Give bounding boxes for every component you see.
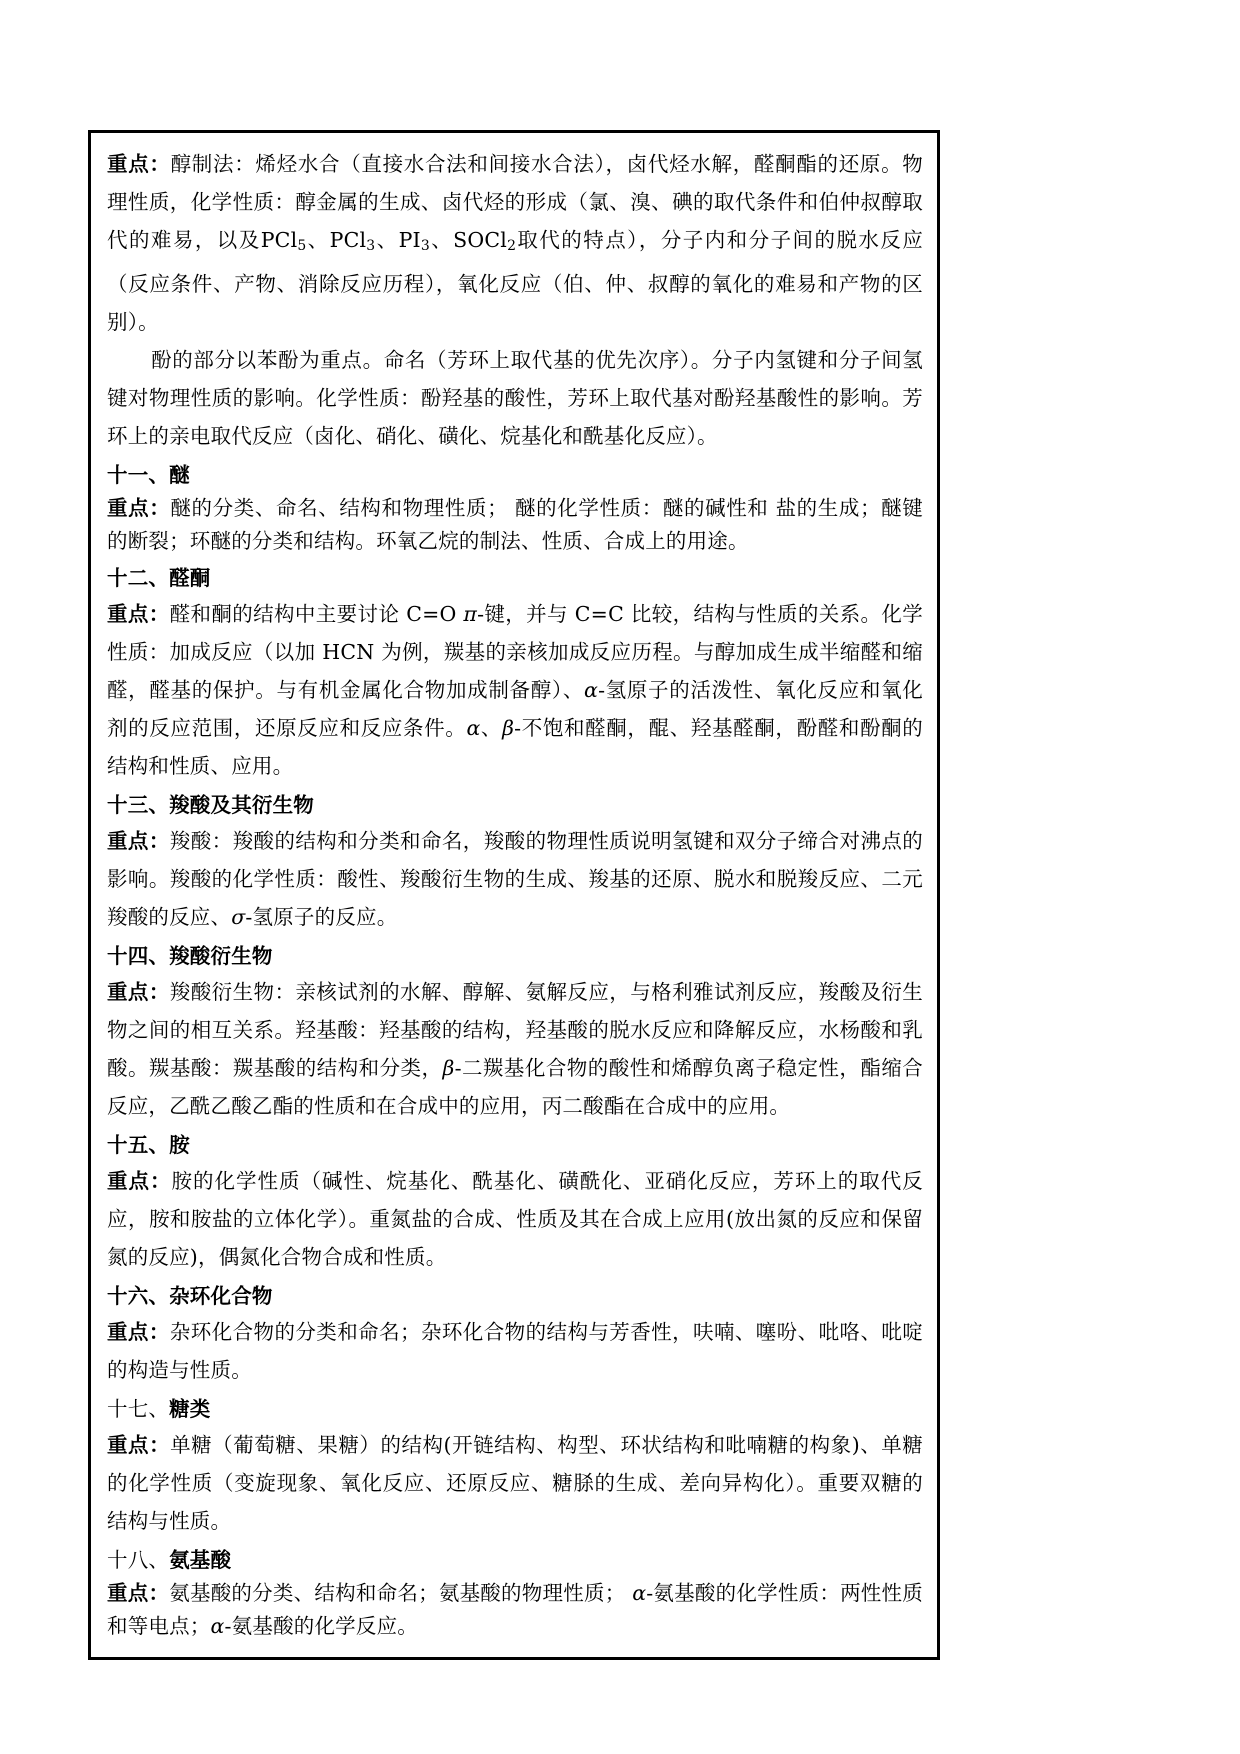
greek-alpha-12a: α: [584, 678, 599, 703]
greek-sigma-13: σ: [231, 905, 246, 930]
section-body-18-p3: -氨基酸的化学反应。: [224, 1614, 418, 1639]
section-heading-13: [107, 788, 923, 822]
key-label-13: 重点：: [107, 829, 170, 854]
greek-beta-12: β: [502, 716, 515, 741]
phenol-paragraph: 酚的部分以苯酚为重点。命名（芳环上取代基的优先次序）。分子内氢键和分子间氢键对物理性质的影响。化学性质：酚羟基的酸性，芳环上取代基对酚羟基酸性的影响。芳环上的亲电取代反应（卤化、硝化、磺化、烷基化和酰基化反应）。: [107, 348, 923, 449]
section-body-13-p1: 羧酸：羧酸的结构和分类和命名，羧酸的物理性质说明氢键和双分子缔合对沸点的影响。羧酸的化学性质：酸性、羧酸衍生物的生成、羧基的还原、脱水和脱羧反应、二元羧酸的反应、: [107, 829, 923, 930]
section-name-11: 醚: [169, 463, 190, 488]
formula-pi3-base: PI: [398, 228, 421, 252]
formula-pi3: [398, 228, 430, 255]
formula-pcl5-base: PCl: [260, 228, 298, 252]
section-heading-18: [107, 1543, 923, 1577]
section-ordinal-12: 十二、: [107, 566, 170, 591]
key-label-12: 重点：: [107, 602, 170, 627]
section-name-17: 糖类: [169, 1397, 211, 1422]
section-heading-12: [107, 561, 923, 595]
section-body-14: [107, 973, 923, 1125]
section-body-11: [107, 492, 923, 558]
greek-pi-12: π: [463, 602, 478, 627]
alcohol-key-paragraph: [107, 145, 923, 341]
section-body-13: [107, 822, 923, 936]
formula-pcl3-sub: 3: [366, 238, 376, 255]
section-body-18: [107, 1577, 923, 1643]
section-body-18-p2: -氨基酸的化学性质：两性性质和等电点；: [107, 1581, 923, 1639]
section-name-18: 氨基酸: [169, 1548, 232, 1573]
section-body-text-15: 胺的化学性质（碱性、烷基化、酰基化、磺酰化、亚硝化反应，芳环上的取代反应，胺和胺盐的立体化学）。重氮盐的合成、性质及其在合成上应用(放出氮的反应和保留氮的反应)，偶氮化合物合成和性质。: [107, 1169, 923, 1270]
section-ordinal-11: 十一、: [107, 463, 170, 488]
section-ordinal-15: 十五、: [107, 1133, 170, 1158]
section-body-14-p1: 羧酸衍生物：亲核试剂的水解、醇解、氨解反应，与格利雅试剂反应，羧酸及衍生物之间的相互关系。羟基酸：羟基酸的结构，羟基酸的脱水反应和降解反应，水杨酸和乳酸。羰基酸：羰基酸的结构和分类，: [107, 980, 923, 1081]
section-ordinal-13: 十三、: [107, 793, 170, 818]
formula-socl2: [453, 228, 517, 255]
key-label-alcohol: 重点：: [107, 152, 171, 176]
section-name-15: 胺: [169, 1133, 190, 1158]
key-label-18: 重点：: [107, 1581, 170, 1606]
section-name-16: 杂环化合物: [169, 1284, 273, 1309]
section-heading-17: [107, 1392, 923, 1426]
section-body-12-p4: 、: [480, 716, 503, 741]
section-heading-15: [107, 1128, 923, 1162]
section-name-13: 羧酸及其衍生物: [169, 793, 315, 818]
formula-pcl3-base: PCl: [329, 228, 367, 252]
section-body-14-p2: -二羰基化合物的酸性和烯醇负离子稳定性，酯缩合反应，乙酰乙酸乙酯的性质和在合成中的应用，丙二酸酯在合成中的应用。: [107, 1056, 923, 1119]
key-label-16: 重点：: [107, 1320, 170, 1345]
section-name-14: 羧酸衍生物: [169, 944, 273, 969]
key-label-15: 重点：: [107, 1169, 172, 1194]
section-body-text-17: 单糖（葡萄糖、果糖）的结构(开链结构、构型、环状结构和吡喃糖的构象)、单糖的化学性质（变旋现象、氧化反应、还原反应、糖脎的生成、差向异构化）。重要双糖的结构与性质。: [107, 1433, 923, 1534]
section-heading-11: [107, 458, 923, 492]
section-name-12: 醛酮: [169, 566, 211, 591]
section-heading-16: [107, 1279, 923, 1313]
section-body-12-p3: -氢原子的活泼性、氧化反应和氧化剂的反应范围，还原反应和反应条件。: [107, 678, 923, 741]
greek-beta-14: β: [442, 1056, 455, 1081]
section-ordinal-18: 十八、: [107, 1548, 170, 1573]
formula-socl2-sub: 2: [507, 238, 517, 255]
formula-separator-2: 、: [375, 228, 399, 252]
greek-alpha-12b: α: [466, 716, 481, 741]
formula-separator-3: 、: [429, 228, 454, 252]
section-body-12: [107, 595, 923, 785]
formula-pcl5-sub: 5: [297, 238, 307, 255]
formula-socl2-base: SOCl: [453, 228, 508, 252]
section-body-text-16: 杂环化合物的分类和命名；杂环化合物的结构与芳香性，呋喃、噻吩、吡咯、吡啶的构造与性质。: [107, 1320, 923, 1383]
formula-pcl5: [260, 228, 307, 255]
alcohol-line1: 醇制法：烯烃水合（直接水合法和间接水合法），卤代烃水解，醛酮酯的还原。物理性质，化学性质：醇金属的生成、卤代烃的形成（氯、溴、碘的取代条件和伯仲叔醇取代的难易，以及: [107, 152, 923, 252]
greek-alpha-18b: α: [210, 1614, 225, 1639]
key-label-11: 重点：: [107, 496, 171, 521]
formula-pcl3: [329, 228, 376, 255]
key-label-14: 重点：: [107, 980, 170, 1005]
section-body-12-p1: 醛和酮的结构中主要讨论 C=O: [169, 602, 464, 627]
section-ordinal-16: 十六、: [107, 1284, 170, 1309]
section-body-12-p2: -键，并与 C=C 比较，结构与性质的关系。化学性质：加成反应（以加 HCN 为例，羰基的亲核加成反应历程。与醇加成生成半缩醛和缩醛，醛基的保护。与有机金属化合物加成制备醇）、: [107, 602, 923, 703]
document-frame: [88, 130, 940, 1660]
formula-separator-1: 、: [306, 228, 330, 252]
section-body-16: [107, 1313, 923, 1389]
key-label-17: 重点：: [107, 1433, 171, 1458]
section-body-13-p2: -氢原子的反应。: [245, 905, 398, 930]
section-body-17: [107, 1426, 923, 1540]
section-body-text-11: 醚的分类、命名、结构和物理性质； 醚的化学性质：醚的碱性和 盐的生成；醚键的断裂；环醚的分类和结构。环氧乙烷的制法、性质、合成上的用途。: [107, 496, 923, 554]
alcohol-block: [107, 145, 923, 455]
section-ordinal-17: 十七、: [107, 1397, 170, 1422]
section-body-15: [107, 1162, 923, 1276]
alcohol-line2: 取代的特点），分子内和分子间的脱水反应（反应条件、产物、消除反应历程），氧化反应（伯、仲、叔醇的氧化的难易和产物的区别）。: [107, 228, 924, 335]
section-heading-14: [107, 939, 923, 973]
section-body-12-p5: -不饱和醛酮，醌、羟基醛酮，酚醛和酚酮的结构和性质、应用。: [107, 716, 923, 779]
section-body-18-p1: 氨基酸的分类、结构和命名；氨基酸的物理性质；: [169, 1581, 633, 1606]
formula-pi3-sub: 3: [420, 238, 430, 255]
section-ordinal-14: 十四、: [107, 944, 170, 969]
greek-alpha-18a: α: [632, 1581, 647, 1606]
